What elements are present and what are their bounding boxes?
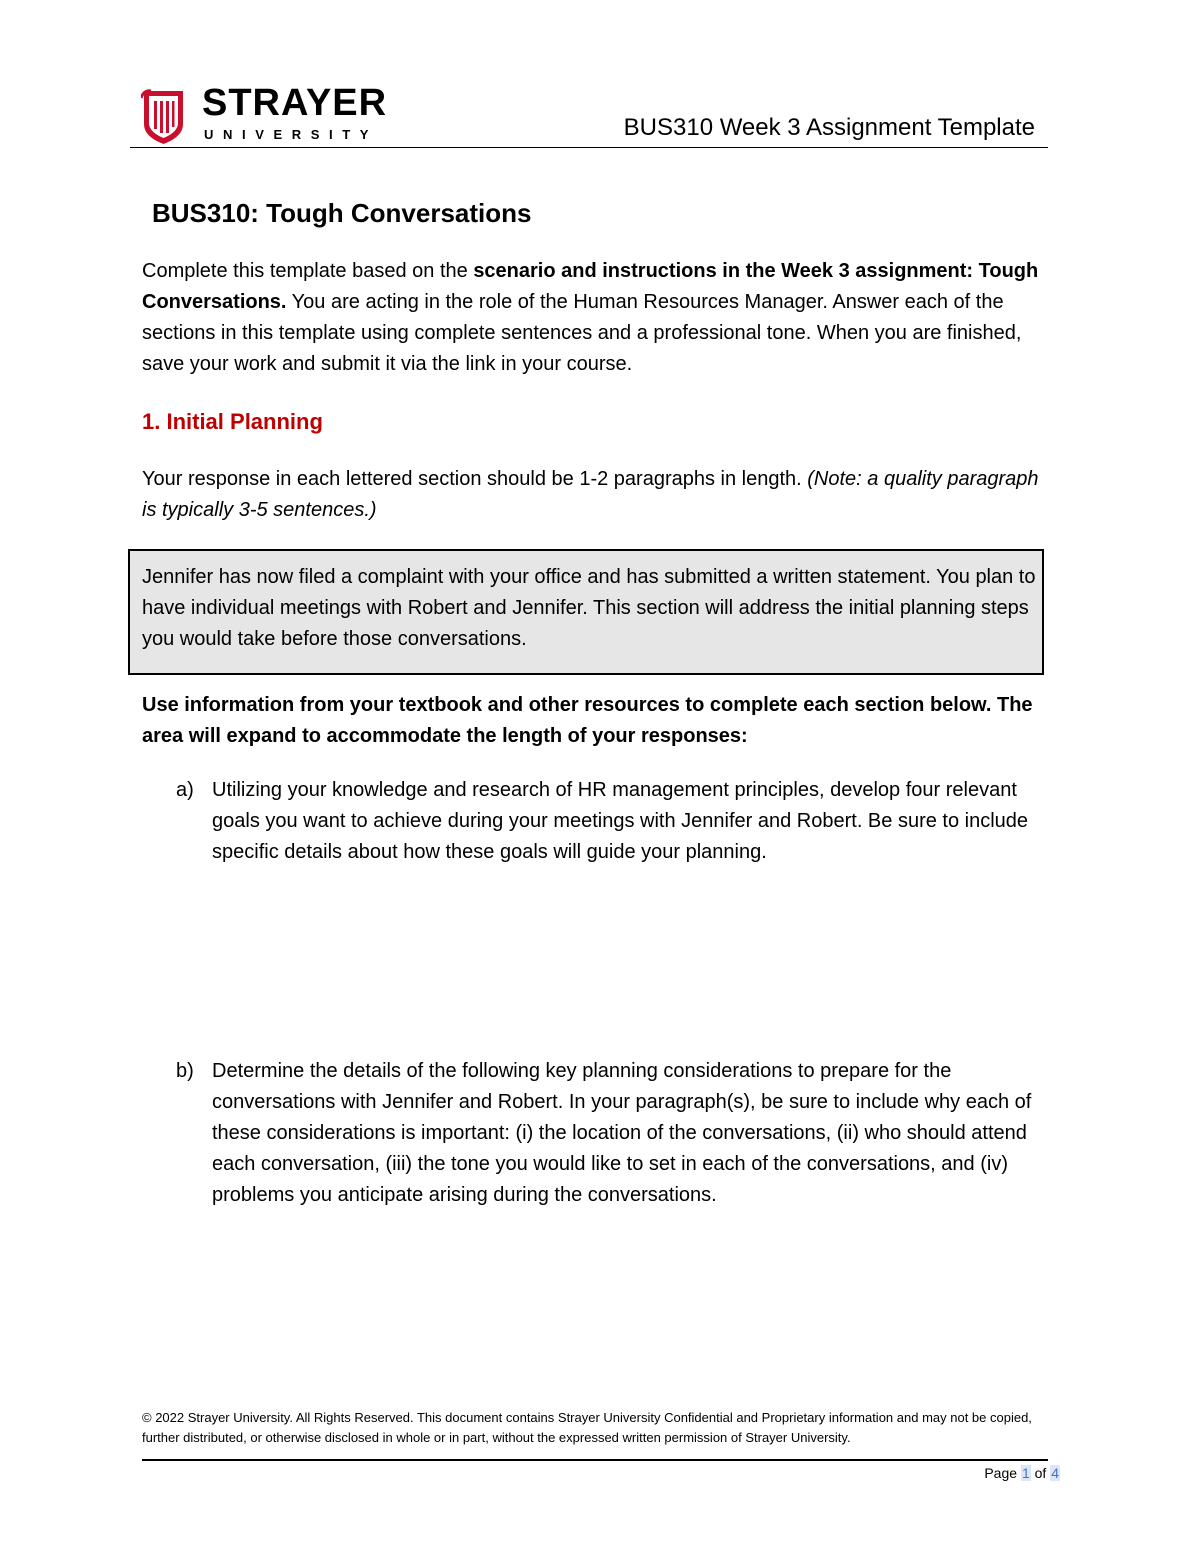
length-note-italic: (Note: a quality paragraph is typically 3-5 sentences.): [142, 468, 1039, 521]
copyright-notice: © 2022 Strayer University. All Rights Reserved. This document contains Strayer University Confidential and Proprietary information and may not be copied, further distributed, or otherwise disclosed in whole or in part, without the expressed written permission of Strayer University.: [142, 1410, 1032, 1445]
instructions-bold: Use information from your textbook and other resources to complete each section below. The area will expand to accommodate the length of your responses:: [142, 694, 1033, 747]
scenario-callout-text: Jennifer has now filed a complaint with your office and has submitted a written statement. You plan to have individual meetings with Robert and Jennifer. This section will address the initial planning steps you would take before those conversations.: [142, 566, 1036, 650]
logo-wordmark: STRAYER: [202, 82, 388, 124]
section-heading: 1. Initial Planning: [142, 409, 323, 434]
document-title: BUS310: Tough Conversations: [152, 198, 532, 228]
logo-subtitle: UNIVERSITY: [204, 127, 379, 142]
page-total: 4: [1051, 1465, 1059, 1481]
intro-text-2: You are acting in the role of the Human Resources Manager. Answer each of the sections in this template using complete sentences and a professional tone. When you are finished, save your work and submit it via the link in your course.: [142, 291, 1022, 375]
footer-divider: [142, 1459, 1048, 1461]
question-a-letter: a): [176, 779, 194, 801]
page-current: 1: [1021, 1465, 1030, 1481]
length-note: [142, 464, 1042, 526]
question-b-letter: b): [176, 1060, 194, 1082]
question-b-text: Determine the details of the following key planning considerations to prepare for the conversations with Jennifer and Robert. In your paragraph(s), be sure to include why each of these considerations is important: (i) the location of the conversations, (ii) who should attend each conversation, (iii) the tone you would like to set in each of the conversations, and (iv) problems you anticipate arising during the conversations.: [212, 1060, 1032, 1206]
question-a-text: Utilizing your knowledge and research of HR management principles, develop four relevant goals you want to achieve during your meetings with Jennifer and Robert. Be sure to include specific details about how these goals will guide your planning.: [212, 779, 1029, 863]
intro-paragraph: [142, 256, 1062, 380]
header-title: BUS310 Week 3 Assignment Template: [623, 114, 1035, 141]
page-of: of: [1030, 1465, 1051, 1481]
page-number: [984, 1465, 1060, 1482]
length-note-text: Your response in each lettered section should be 1-2 paragraphs in length.: [142, 468, 808, 490]
page-label: Page: [984, 1465, 1021, 1481]
intro-bold-text: scenario and instructions in the Week 3 assignment: Tough Conversations.: [142, 260, 1039, 313]
strayer-seal-logo-icon: [141, 88, 186, 146]
header-divider: [130, 147, 1048, 148]
intro-text-1: Complete this template based on the: [142, 260, 474, 282]
